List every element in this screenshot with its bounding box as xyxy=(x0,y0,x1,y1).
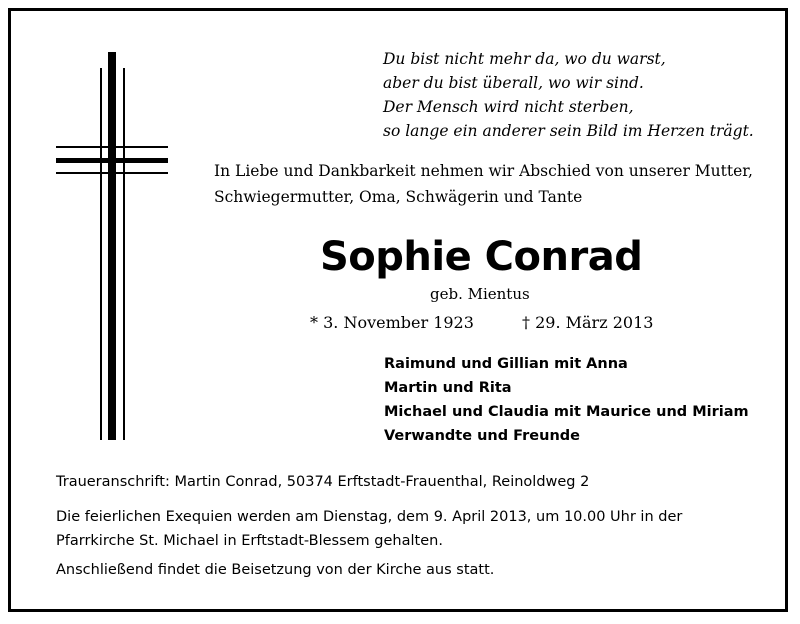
death-date: † 29. März 2013 xyxy=(522,313,654,332)
birth-name: geb. Mientus xyxy=(430,285,530,303)
poem-line: Du bist nicht mehr da, wo du warst, xyxy=(383,50,666,68)
family-line: Michael und Claudia mit Maurice und Miriam xyxy=(384,404,749,420)
poem xyxy=(383,47,783,143)
service-info xyxy=(56,505,682,553)
mourning-address: Traueranschrift: Martin Conrad, 50374 Erftstadt-Frauenthal, Reinoldweg 2 xyxy=(56,474,590,490)
burial-info: Anschließend findet die Beisetzung von der Kirche aus statt. xyxy=(56,562,495,578)
deceased-name: Sophie Conrad xyxy=(320,234,643,280)
family-line: Verwandte und Freunde xyxy=(384,428,581,444)
poem-line: aber du bist überall, wo wir sind. xyxy=(383,74,644,92)
family-line: Martin und Rita xyxy=(384,380,512,396)
family-list xyxy=(384,352,749,448)
birth-date: * 3. November 1923 xyxy=(310,313,474,332)
intro-line: In Liebe und Dankbarkeit nehmen wir Abschied von unserer Mutter, xyxy=(214,162,753,180)
life-dates xyxy=(310,313,654,332)
intro-line: Schwiegermutter, Oma, Schwägerin und Tante xyxy=(214,188,583,206)
intro-text xyxy=(214,158,774,210)
poem-line: so lange ein anderer sein Bild im Herzen trägt. xyxy=(383,122,754,140)
service-line: Die feierlichen Exequien werden am Dienstag, dem 9. April 2013, um 10.00 Uhr in der xyxy=(56,509,683,525)
service-line: Pfarrkirche St. Michael in Erftstadt-Blessem gehalten. xyxy=(56,533,443,549)
family-line: Raimund und Gillian mit Anna xyxy=(384,356,628,372)
poem-line: Der Mensch wird nicht sterben, xyxy=(383,98,634,116)
